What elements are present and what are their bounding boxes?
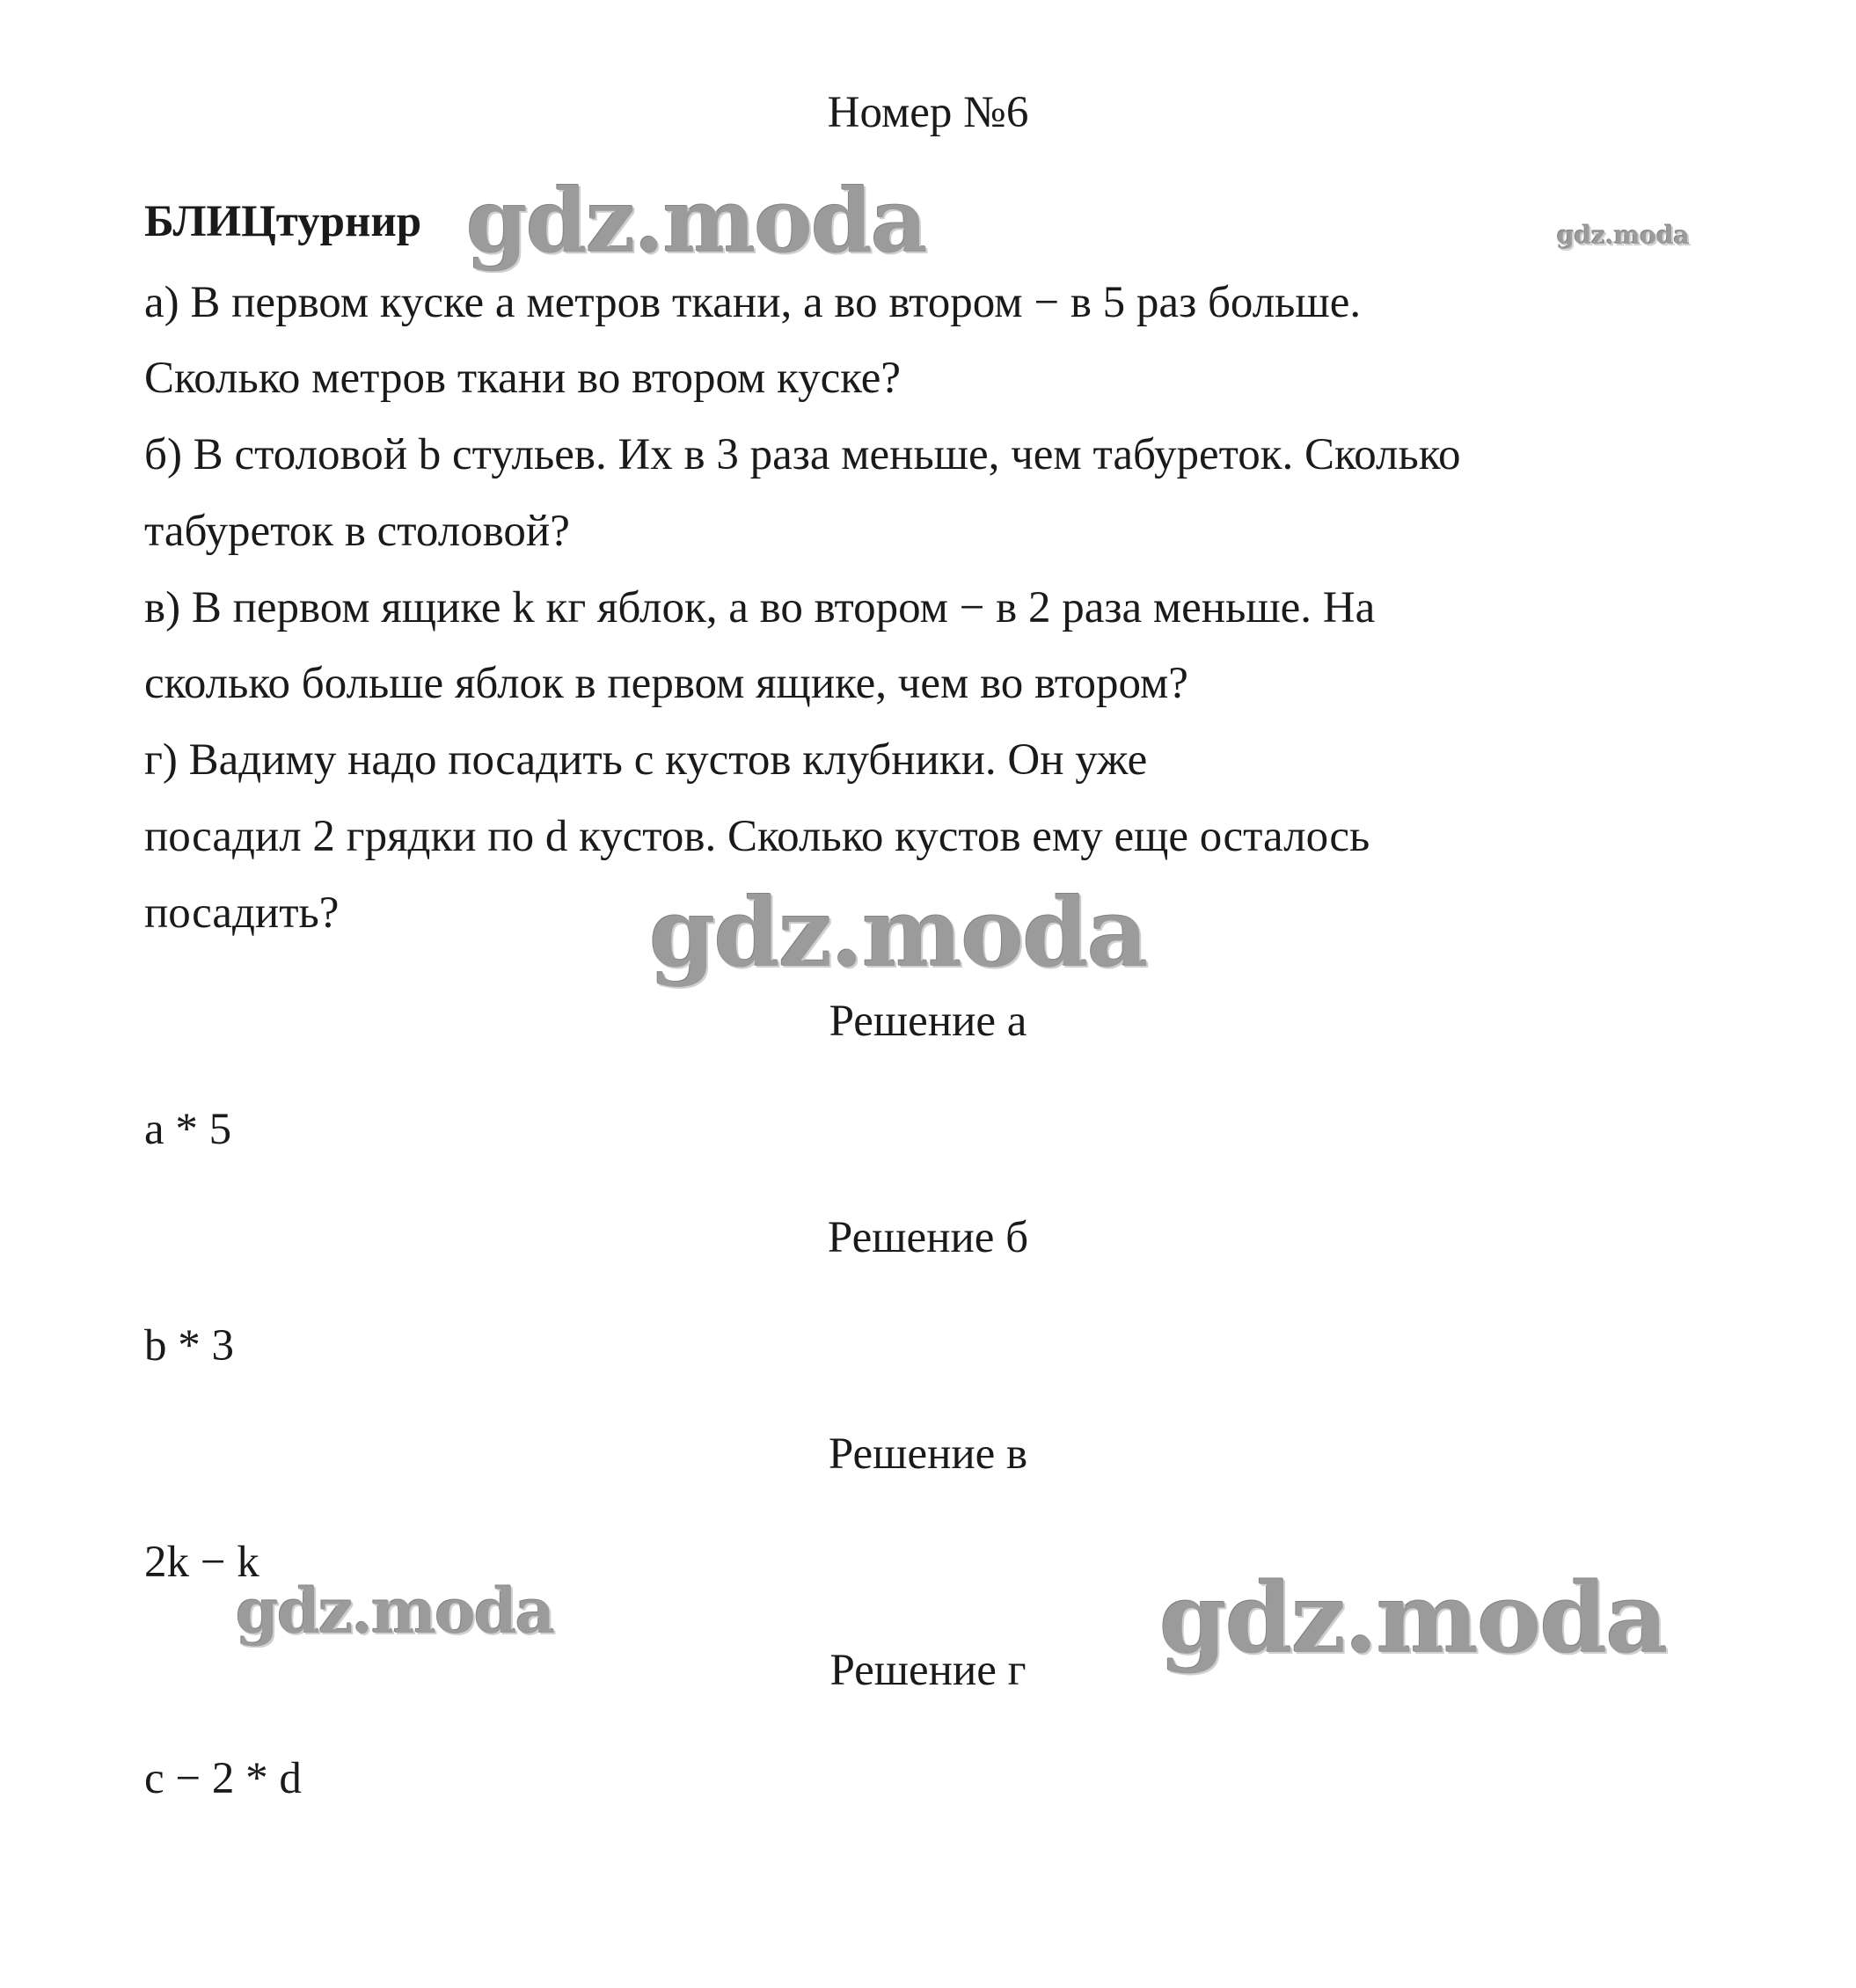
section-heading: БЛИЦтурнир: [144, 197, 422, 246]
watermark-logo: gdz.moda: [236, 1575, 554, 1648]
solution-v-answer: 2k − k: [144, 1538, 259, 1587]
solution-g-answer: c − 2 * d: [144, 1754, 302, 1803]
watermark-logo: gdz.moda: [649, 878, 1147, 989]
problem-g-line-3: посадить?: [144, 888, 340, 938]
problem-a-line-2: Сколько метров ткани во втором куске?: [144, 354, 902, 403]
solution-b-heading: Решение б: [827, 1213, 1029, 1262]
solution-g-heading: Решение г: [829, 1646, 1027, 1695]
problem-g-line-2: посадил 2 грядки по d кустов. Сколько кустов ему еще осталось: [144, 812, 1370, 861]
watermark-logo: gdz.moda: [1159, 1561, 1667, 1675]
solution-b-answer: b * 3: [144, 1321, 234, 1370]
problem-v-line-1: в) В первом ящике k кг яблок, а во втором − в 2 раза меньше. На: [144, 583, 1376, 632]
page-title: Номер №6: [827, 88, 1029, 137]
watermark-logo: gdz.moda: [1557, 221, 1690, 250]
problem-v-line-2: сколько больше яблок в первом ящике, чем во втором?: [144, 659, 1188, 708]
solution-a-answer: a * 5: [144, 1105, 232, 1154]
problem-g-line-1: г) Вадиму надо посадить c кустов клубники. Он уже: [144, 735, 1148, 785]
problem-b-line-1: б) В столовой b стульев. Их в 3 раза меньше, чем табуреток. Сколько: [144, 430, 1461, 479]
solution-a-heading: Решение а: [829, 997, 1027, 1046]
problem-a-line-1: а) В первом куске a метров ткани, а во втором − в 5 раз больше.: [144, 278, 1362, 327]
problem-b-line-2: табуреток в столовой?: [144, 507, 570, 556]
solution-v-heading: Решение в: [828, 1429, 1028, 1479]
watermark-logo: gdz.moda: [466, 169, 926, 273]
